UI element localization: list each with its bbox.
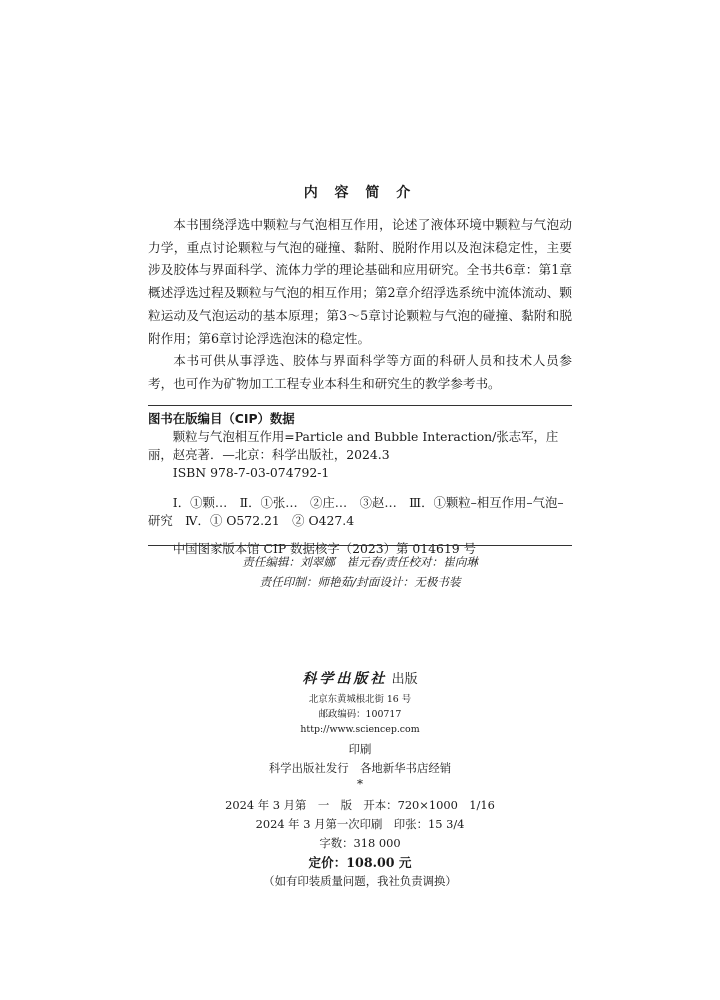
cip-heading: 图书在版编目（CIP）数据 <box>148 411 295 426</box>
cip-block <box>148 410 572 558</box>
price: 定价：108.00 元 <box>308 855 412 870</box>
publisher-url: http://www.sciencep.com <box>300 724 420 735</box>
edition-line: 2024 年 3 月第 一 版 开本：720×1000 1/16 <box>225 798 495 812</box>
editor-credits-line-2: 责任印制：师艳茹/封面设计：无极书装 <box>259 575 461 589</box>
distribution-line: 科学出版社发行 各地新华书店经销 <box>268 761 452 775</box>
cip-number: 中国图家版本馆 CIP 数据核字（2023）第 014619 号 <box>172 541 476 556</box>
quality-note: （如有印装质量问题，我社负责调换） <box>263 874 457 888</box>
cip-isbn: ISBN 978-7-03-074792-1 <box>172 465 330 480</box>
summary-paragraph-1: 本书围绕浮选中颗粒与气泡相互作用，论述了液体环境中颗粒与气泡动力学，重点讨论颗粒与气泡的碰撞、黏附、脱附作用以及泡沫稳定性，主要涉及胶体与界面科学、流体力学的理论基础和应用研究。全书共6章：第1章概述浮选过程及颗粒与气泡的相互作用；第2章介绍浮选系统中流体流动、颗粒运动及气泡运动的基本原理；第3～5章讨论颗粒与气泡的碰撞、黏附和脱附作用；第6章讨论浮选泡沫的稳定性。 <box>148 217 572 346</box>
publisher-postcode: 邮政编码：100717 <box>318 709 402 720</box>
separator-star: * <box>357 777 363 791</box>
cip-entry: 颗粒与气泡相互作用=Particle and Bubble Interaction/张志军，庄丽，赵亮著．—北京：科学出版社，2024.3 <box>148 429 559 462</box>
publisher-suffix: 出版 <box>391 672 418 687</box>
publisher-line <box>0 668 720 688</box>
printing-info <box>0 740 720 891</box>
publisher-contact <box>0 692 720 737</box>
printing-label: 印刷 <box>348 742 372 756</box>
content-summary-title: 内 容 简 介 <box>303 185 417 201</box>
publisher-address: 北京东黄城根北街 16 号 <box>308 694 412 705</box>
cip-bottom-rule <box>148 545 572 546</box>
content-summary <box>148 214 572 396</box>
publisher-logo: 科学出版社 <box>302 671 388 687</box>
cip-top-rule <box>148 405 572 406</box>
impression-line: 2024 年 3 月第一次印刷 印张：15 3/4 <box>255 817 465 831</box>
editor-credits <box>0 552 720 592</box>
summary-paragraph-2: 本书可供从事浮选、胶体与界面科学等方面的科研人员和技术人员参考，也可作为矿物加工工程专业本科生和研究生的教学参考书。 <box>148 353 572 391</box>
cip-classification: Ⅰ．①颗… Ⅱ．①张… ②庄… ③赵… Ⅲ．①颗粒–相互作用–气泡–研究 Ⅳ．① O572.21 ② O427.4 <box>148 495 564 528</box>
editor-credits-line-1: 责任编辑：刘翠娜 崔元春/责任校对：崔向琳 <box>242 555 478 569</box>
word-count: 字数：318 000 <box>319 836 401 850</box>
